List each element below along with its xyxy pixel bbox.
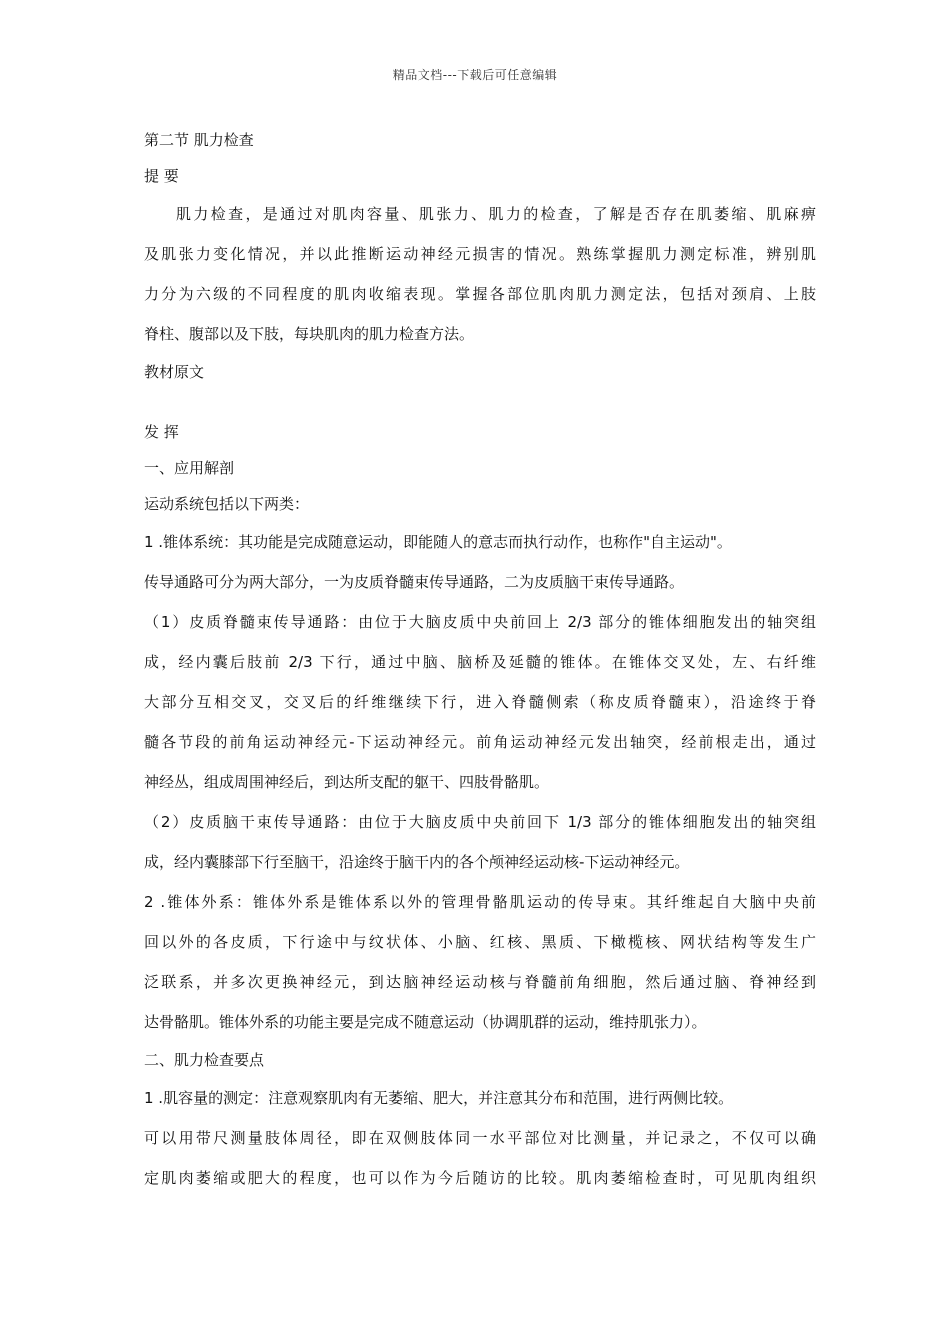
blank-space [144, 390, 816, 414]
page-header: 精品文档---下载后可任意编辑 [392, 68, 558, 82]
part2-heading: 二、肌力检查要点 [144, 1051, 265, 1069]
elaborate-heading: 发 挥 [144, 423, 179, 441]
part1-intro: 运动系统包括以下两类： [144, 495, 310, 513]
summary-line: 及肌张力变化情况，并以此推断运动神经元损害的情况。熟练掌握肌力测定标准，辨别肌 [144, 245, 816, 263]
item1-line: 1 .锥体系统：其功能是完成随意运动，即能随人的意志而执行动作，也称作"自主运动"。 [144, 533, 732, 551]
summary-line: 力分为六级的不同程度的肌肉收缩表现。掌握各部位肌肉肌力测定法，包括对颈肩、上肢 [144, 285, 816, 303]
summary-line: 脊柱、腹部以及下肢，每块肌肉的肌力检查方法。 [144, 325, 475, 343]
item1-line: 传导通路可分为两大部分，一为皮质脊髓束传导通路，二为皮质脑干束传导通路。 [144, 573, 685, 591]
sub1-line: 神经丛，组成周围神经后，到达所支配的躯干、四肢骨骼肌。 [144, 773, 550, 791]
textbook-label: 教材原文 [144, 363, 205, 381]
summary-line: 肌力检查，是通过对肌肉容量、肌张力、肌力的检查，了解是否存在肌萎缩、肌麻痹 [176, 205, 816, 223]
sub2-line: （2）皮质脑干束传导通路：由位于大脑皮质中央前回下 1/3 部分的锥体细胞发出的轴突组 [144, 813, 816, 831]
part1-heading: 一、应用解剖 [144, 459, 235, 477]
summary-heading: 提 要 [144, 167, 179, 185]
sub1-line: （1）皮质脊髓束传导通路：由位于大脑皮质中央前回上 2/3 部分的锥体细胞发出的轴突组 [144, 613, 816, 631]
section-title: 第二节 肌力检查 [144, 131, 254, 149]
sub1-line: 成，经内囊后肢前 2/3 下行，通过中脑、脑桥及延髓的锥体。在锥体交叉处，左、右纤维 [144, 653, 816, 671]
item2-line: 泛联系，并多次更换神经元，到达脑神经运动核与脊髓前角细胞，然后通过脑、脊神经到 [144, 973, 816, 991]
item2-line: 回以外的各皮质，下行途中与纹状体、小脑、红核、黑质、下橄榄核、网状结构等发生广 [144, 933, 816, 951]
part2-item1-line: 1 .肌容量的测定：注意观察肌肉有无萎缩、肥大，并注意其分布和范围，进行两侧比较。 [144, 1089, 734, 1107]
item2-line: 2 .锥体外系：锥体外系是锥体系以外的管理骨骼肌运动的传导束。其纤维起自大脑中央前 [144, 893, 816, 911]
sub2-line: 成，经内囊膝部下行至脑干，沿途终于脑干内的各个颅神经运动核-下运动神经元。 [144, 853, 690, 871]
item2-line: 达骨骼肌。锥体外系的功能主要是完成不随意运动（协调肌群的运动，维持肌张力）。 [144, 1013, 707, 1031]
sub1-line: 髓各节段的前角运动神经元-下运动神经元。前角运动神经元发出轴突，经前根走出，通过 [144, 733, 816, 751]
part2-item1-line: 定肌肉萎缩或肥大的程度，也可以作为今后随访的比较。肌肉萎缩检查时，可见肌肉组织 [144, 1169, 816, 1187]
sub1-line: 大部分互相交叉，交叉后的纤维继续下行，进入脊髓侧索（称皮质脊髓束），沿途终于脊 [144, 693, 816, 711]
part2-item1-line: 可以用带尺测量肢体周径，即在双侧肢体同一水平部位对比测量，并记录之，不仅可以确 [144, 1129, 816, 1147]
document-body [144, 122, 816, 1198]
